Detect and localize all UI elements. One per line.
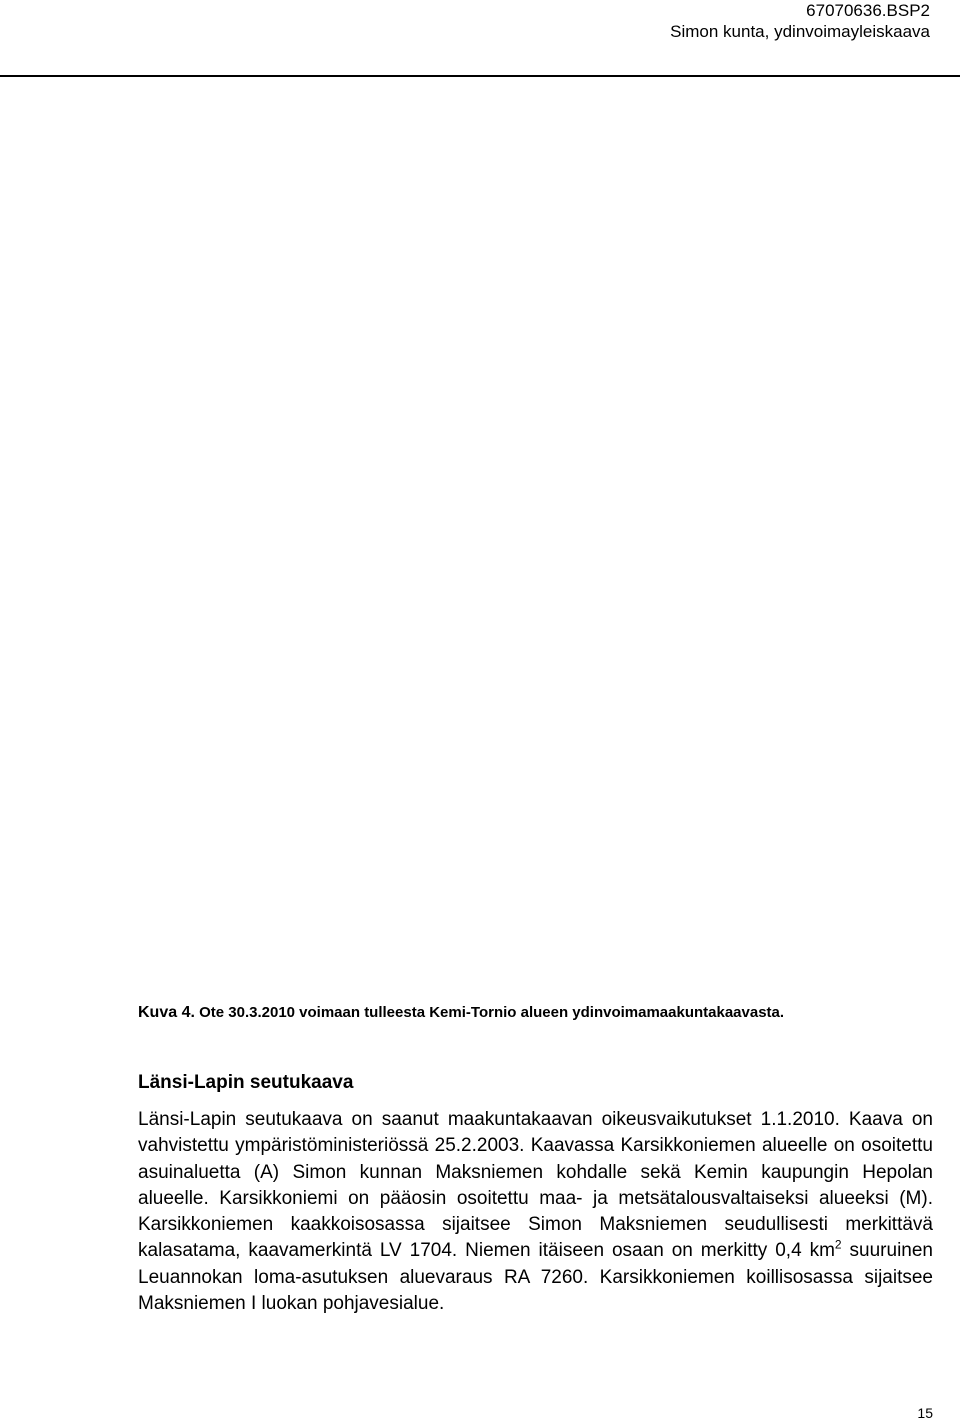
figure-placeholder <box>138 80 933 1000</box>
figure-caption <box>138 1004 933 1022</box>
caption-label: Kuva 4. <box>138 1004 195 1021</box>
paragraph-text-part1: Länsi-Lapin seutukaava on saanut maakuntakaavan oikeusvaikutukset 1.1.2010. Kaava on vahvistettu ympäristöministeriössä 25.2.2003. Kaavassa Karsikkoniemen alueelle on osoitettu asuinaluetta (A) Simon kunnan Maksniemen kohdalle sekä Kemin kaupungin Hepolan alueelle. Karsikkoniemi on pääosin osoitettu maa- ja metsätalousvaltaiseksi alueeksi (M). Karsikkoniemen kaakkoisosassa sijaitsee Simon Maksniemen seudullisesti merkittävä kalasatama, kaavamerkintä LV 1704. Niemen itäiseen osaan on merkitty 0,4 km <box>138 1109 933 1262</box>
section-heading: Länsi-Lapin seutukaava <box>138 1072 354 1093</box>
document-title: Simon kunta, ydinvoimayleiskaava <box>670 22 930 41</box>
caption-text: Ote 30.3.2010 voimaan tulleesta Kemi-Tornio alueen ydinvoimamaakuntakaavasta. <box>199 1004 785 1021</box>
header-divider <box>0 75 960 77</box>
page-number: 15 <box>917 1405 933 1421</box>
document-id: 67070636.BSP2 <box>806 1 930 20</box>
page-header <box>670 0 930 42</box>
body-paragraph <box>138 1107 933 1317</box>
paragraph-text-part2: suuruinen Leuannokan loma-asutuksen aluevaraus RA 7260. Karsikkoniemen koillisosassa sijaitsee Maksniemen I luokan pohjavesialue. <box>138 1240 934 1315</box>
superscript-2: 2 <box>834 1238 842 1253</box>
